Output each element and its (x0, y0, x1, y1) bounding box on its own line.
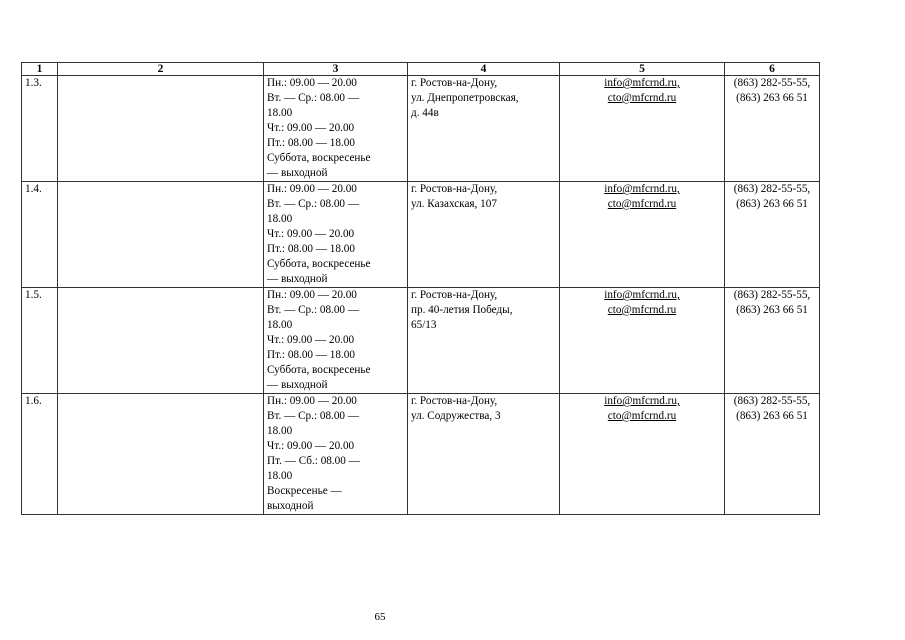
phone-line: (863) 263 66 51 (736, 198, 808, 210)
page-number: 65 (374, 611, 386, 623)
hours-line: Чт.: 09.00 — 20.00 (267, 228, 355, 240)
empty-cell (58, 76, 264, 182)
hours-line: Пт.: 08.00 — 18.00 (267, 243, 355, 255)
hours-line: — выходной (267, 167, 328, 179)
hours-line: — выходной (267, 273, 328, 285)
hours-line: выходной (267, 500, 314, 512)
address-line: 65/13 (411, 319, 437, 331)
email-link[interactable]: cto@mfcrnd.ru (607, 304, 677, 316)
email-link[interactable]: info@mfcrnd.ru, (604, 395, 680, 407)
hours-line: Пт. — Сб.: 08.00 — (267, 455, 360, 467)
email-cell (560, 394, 725, 515)
address-line: г. Ростов-на-Дону, (411, 77, 498, 89)
hours-cell (264, 288, 408, 394)
phone-line: (863) 263 66 51 (736, 92, 808, 104)
header-cell-2: 2 (58, 63, 264, 76)
email-cell (560, 288, 725, 394)
hours-cell (264, 394, 408, 515)
hours-line: Чт.: 09.00 — 20.00 (267, 334, 355, 346)
phone-cell (725, 76, 820, 182)
email-link[interactable]: info@mfcrnd.ru, (604, 289, 680, 301)
table-row (22, 76, 820, 182)
hours-line: Чт.: 09.00 — 20.00 (267, 440, 355, 452)
address-line: ул. Казахская, 107 (411, 198, 497, 210)
phone-cell (725, 182, 820, 288)
email-cell (560, 76, 725, 182)
hours-line: Пн.: 09.00 — 20.00 (267, 183, 357, 195)
hours-cell (264, 76, 408, 182)
hours-line: 18.00 (267, 319, 293, 331)
hours-line: 18.00 (267, 425, 293, 437)
hours-line: Воскресенье — (267, 485, 342, 497)
address-line: г. Ростов-на-Дону, (411, 289, 498, 301)
phone-line: (863) 282-55-55, (733, 77, 811, 89)
hours-line: Суббота, воскресенье (267, 258, 371, 270)
email-link[interactable]: cto@mfcrnd.ru (607, 92, 677, 104)
row-number-cell: 1.3. (22, 76, 58, 182)
header-cell-4: 4 (408, 63, 560, 76)
address-line: пр. 40-летия Победы, (411, 304, 513, 316)
hours-line: Чт.: 09.00 — 20.00 (267, 122, 355, 134)
hours-line: Пн.: 09.00 — 20.00 (267, 77, 357, 89)
table-row (22, 394, 820, 515)
hours-line: 18.00 (267, 107, 293, 119)
address-cell (408, 394, 560, 515)
hours-line: Вт. — Ср.: 08.00 — (267, 410, 360, 422)
address-line: ул. Днепропетровская, (411, 92, 519, 104)
address-line: д. 44в (411, 107, 439, 119)
table-header-row (22, 63, 820, 76)
phone-line: (863) 282-55-55, (733, 395, 811, 407)
phone-cell (725, 394, 820, 515)
header-cell-3: 3 (264, 63, 408, 76)
address-cell (408, 182, 560, 288)
hours-line: Пн.: 09.00 — 20.00 (267, 395, 357, 407)
phone-line: (863) 282-55-55, (733, 289, 811, 301)
row-number-cell: 1.4. (22, 182, 58, 288)
hours-line: Суббота, воскресенье (267, 364, 371, 376)
hours-line: Вт. — Ср.: 08.00 — (267, 92, 360, 104)
header-cell-5: 5 (560, 63, 725, 76)
header-cell-1: 1 (22, 63, 58, 76)
hours-line: Вт. — Ср.: 08.00 — (267, 198, 360, 210)
row-number-cell: 1.6. (22, 394, 58, 515)
hours-line: Пт.: 08.00 — 18.00 (267, 137, 355, 149)
address-line: г. Ростов-на-Дону, (411, 183, 498, 195)
address-cell (408, 76, 560, 182)
phone-line: (863) 263 66 51 (736, 410, 808, 422)
header-cell-6: 6 (725, 63, 820, 76)
empty-cell (58, 288, 264, 394)
email-link[interactable]: cto@mfcrnd.ru (607, 410, 677, 422)
hours-line: Пт.: 08.00 — 18.00 (267, 349, 355, 361)
phone-line: (863) 282-55-55, (733, 183, 811, 195)
hours-line: Пн.: 09.00 — 20.00 (267, 289, 357, 301)
email-link[interactable]: info@mfcrnd.ru, (604, 77, 680, 89)
hours-line: Суббота, воскресенье (267, 152, 371, 164)
address-line: ул. Содружества, 3 (411, 410, 501, 422)
empty-cell (58, 394, 264, 515)
table-row (22, 182, 820, 288)
email-link[interactable]: cto@mfcrnd.ru (607, 198, 677, 210)
empty-cell (58, 182, 264, 288)
address-cell (408, 288, 560, 394)
email-link[interactable]: info@mfcrnd.ru, (604, 183, 680, 195)
hours-line: — выходной (267, 379, 328, 391)
email-cell (560, 182, 725, 288)
table-row (22, 288, 820, 394)
hours-line: 18.00 (267, 470, 293, 482)
hours-line: 18.00 (267, 213, 293, 225)
phone-line: (863) 263 66 51 (736, 304, 808, 316)
phone-cell (725, 288, 820, 394)
hours-line: Вт. — Ср.: 08.00 — (267, 304, 360, 316)
row-number-cell: 1.5. (22, 288, 58, 394)
hours-cell (264, 182, 408, 288)
offices-table (21, 62, 820, 515)
address-line: г. Ростов-на-Дону, (411, 395, 498, 407)
